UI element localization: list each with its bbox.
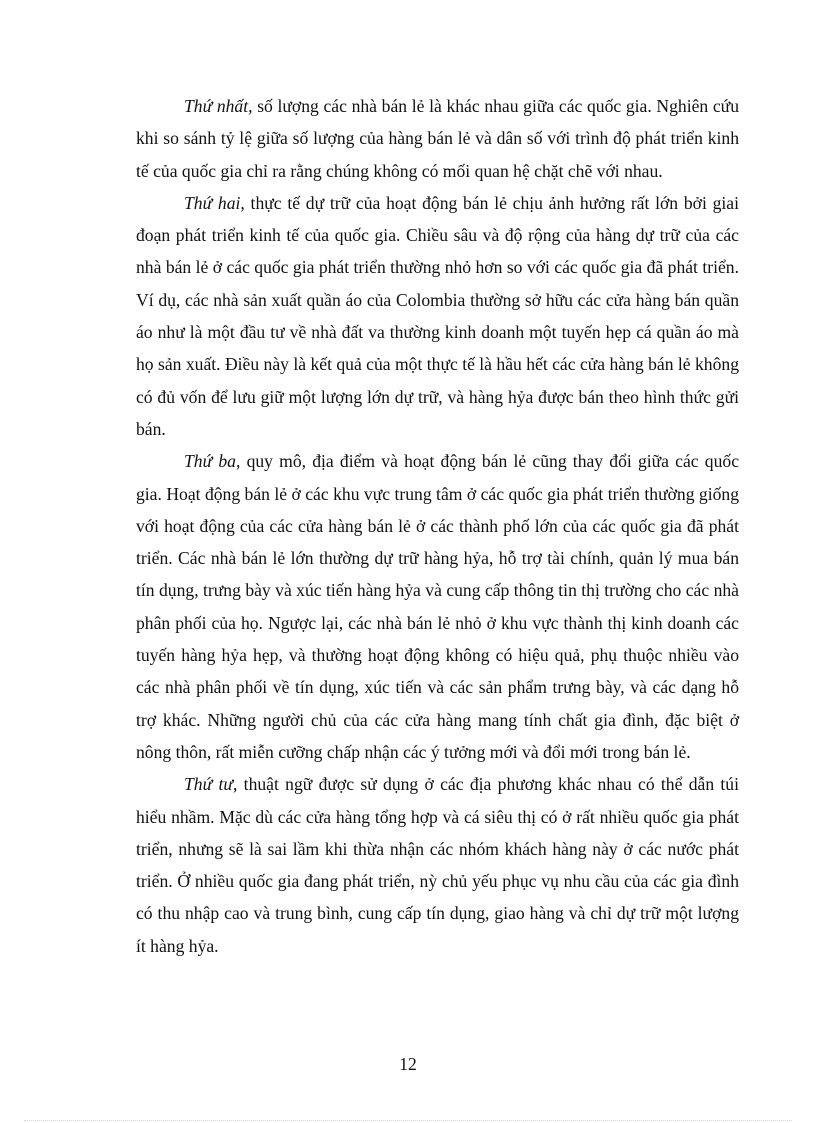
paragraph-text: số lượng các nhà bán lẻ là khác nhau giữa các quốc gia. Nghiên cứu khi so sánh tỷ lệ giữa số lượng của hàng bán lẻ và dân số với trình độ phát triển kinh tế của quốc gia chỉ ra rằng chúng không có mối quan hệ chặt chẽ với nhau. xyxy=(136,96,739,181)
paragraph-second xyxy=(136,187,739,445)
paragraph-text: thuật ngữ được sử dụng ở các địa phương khác nhau có thể dẫn túi hiểu nhầm. Mặc dù các cửa hàng tổng hợp và cá siêu thị có ở rất nhiều quốc gia phát triển, nhưng sẽ là sai lầm khi thừa nhận các nhóm khách hàng này ở các nước phát triển. Ở nhiều quốc gia đang phát triển, nỳ chủ yếu phục vụ nhu cầu của các gia đình có thu nhập cao và trung bình, cung cấp tín dụng, giao hàng và chỉ dự trữ một lượng ít hàng hỷa. xyxy=(136,774,739,956)
paragraph-first xyxy=(136,90,739,187)
paragraph-text: quy mô, địa điểm và hoạt động bán lẻ cũng thay đổi giữa các quốc gia. Hoạt động bán lẻ ở các khu vực trung tâm ở các quốc gia phát triển thường giống với hoạt động của các cửa hàng bán lẻ ở các thành phố lớn của các quốc gia đã phát triển. Các nhà bán lẻ lớn thường dự trữ hàng hỷa, hỗ trợ tài chính, quản lý mua bán tín dụng, trưng bày và xúc tiến hàng hỷa và cung cấp thông tin thị trường cho các nhà phân phối của họ. Ngược lại, các nhà bán lẻ nhỏ ở khu vực thành thị kinh doanh các tuyến hàng hỷa hẹp, và thường hoạt động không có hiệu quả, phụ thuộc nhiều vào các nhà phân phối về tín dụng, xúc tiến và các sản phẩm trưng bày, và các dạng hỗ trợ khác. Những người chủ của các cửa hàng mang tính chất gia đình, đặc biệt ở nông thôn, rất miễn cưỡng chấp nhận các ý tưởng mới và đổi mới trong bán lẻ. xyxy=(136,451,740,762)
page-bottom-divider xyxy=(24,1120,792,1121)
paragraph-lead: Thứ tư, xyxy=(184,774,238,795)
body-text xyxy=(136,90,739,962)
page-number: 12 xyxy=(399,1054,417,1074)
paragraph-lead: Thứ ba, xyxy=(184,451,241,472)
paragraph-third xyxy=(136,445,739,768)
paragraph-lead: Thứ nhất, xyxy=(184,96,253,116)
paragraph-fourth xyxy=(136,768,739,962)
paragraph-text: thực tế dự trữ của hoạt động bán lẻ chịu ảnh hưởng rất lớn bởi giai đoạn phát triển kinh tế của quốc gia. Chiều sâu và độ rộng của hàng dự trữ của các nhà bán lẻ ở các quốc gia phát triển thường nhỏ hơn so với các quốc gia đã phát triển. Ví dụ, các nhà sản xuất quần áo của Colombia thường sở hữu các cửa hàng bán quần áo như là một đầu tư về nhà đất va thường kinh doanh một tuyến hẹp cá quần áo mà họ sản xuất. Điều này là kết quả của một thực tế là hầu hết các cửa hàng bán lẻ không có đủ vốn để lưu giữ một lượng lớn dự trữ, và hàng hỷa được bán theo hình thức gửi bán. xyxy=(136,192,739,439)
paragraph-lead: Thứ hai, xyxy=(184,192,245,213)
